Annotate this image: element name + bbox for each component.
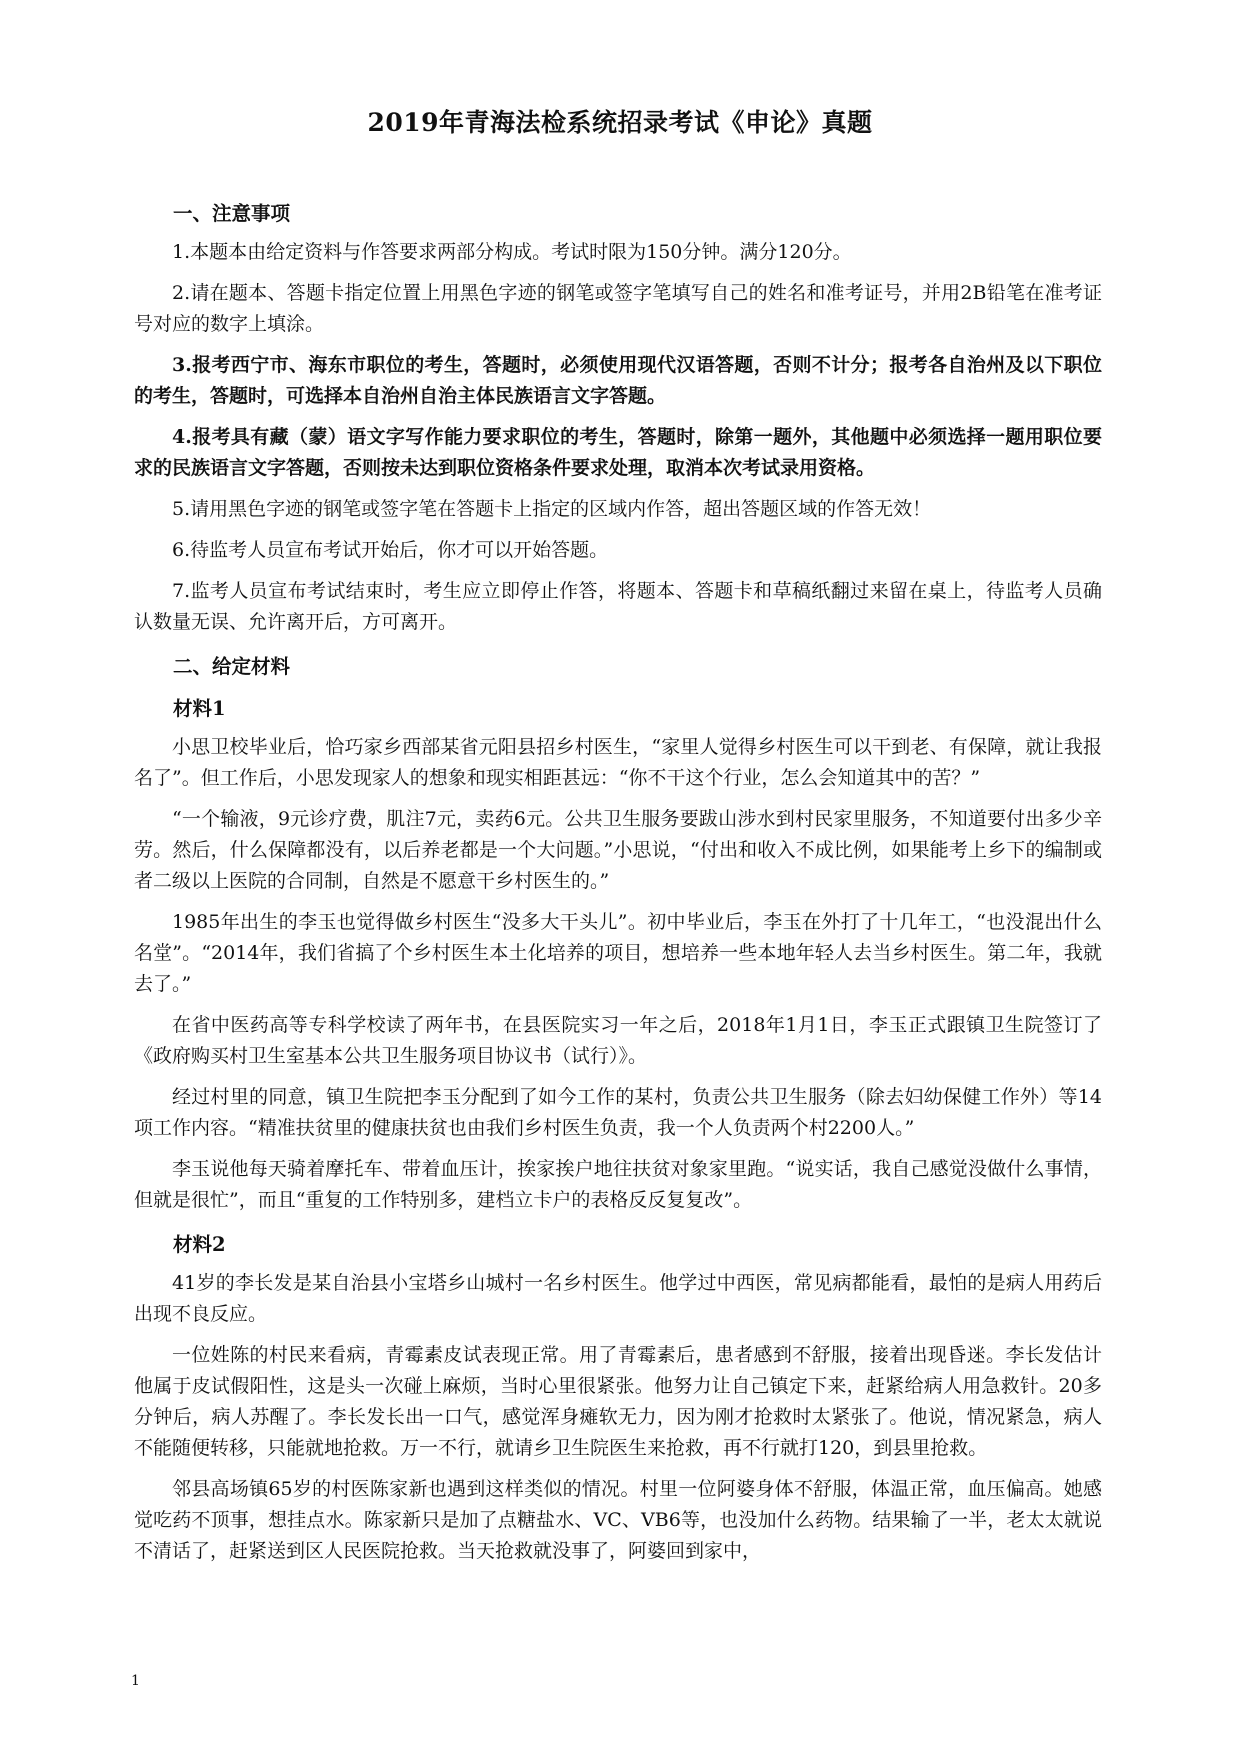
- page-title: 2019年青海法检系统招录考试《申论》真题: [367, 108, 873, 137]
- material1-paragraph: 李玉说他每天骑着摩托车、带着血压计，挨家挨户地往扶贫对象家里跑。“说实话，我自己感觉没做什么事情，但就是很忙”，而且“重复的工作特别多，建档立卡户的表格反反复复改”。: [134, 1158, 1102, 1211]
- material2-paragraph: 一位姓陈的村民来看病，青霉素皮试表现正常。用了青霉素后，患者感到不舒服，接着出现昏迷。李长发估计他属于皮试假阳性，这是头一次碰上麻烦，当时心里很紧张。他努力让自己镇定下来，赶紧给病人用急救针。20多分钟后，病人苏醒了。李长发长出一口气，感觉浑身瘫软无力，因为刚才抢救时太紧张了。他说，情况紧急，病人不能随便转移，只能就地抢救。万一不行，就请乡卫生院医生来抢救，再不行就打120，到县里抢救。: [134, 1344, 1102, 1459]
- note-item-2: 2.请在题本、答题卡指定位置上用黑色字迹的钢笔或签字笔填写自己的姓名和准考证号，并用2B铅笔在准考证号对应的数字上填涂。: [134, 282, 1102, 335]
- material2-heading: 材料2: [173, 1233, 226, 1256]
- material1-paragraph: 经过村里的同意，镇卫生院把李玉分配到了如今工作的某村，负责公共卫生服务（除去妇幼保健工作外）等14项工作内容。“精准扶贫里的健康扶贫也由我们乡村医生负责，我一个人负责两个村2200人。”: [134, 1086, 1102, 1139]
- material1-paragraph: “一个输液，9元诊疗费，肌注7元，卖药6元。公共卫生服务要跋山涉水到村民家里服务，不知道要付出多少辛劳。然后，什么保障都没有，以后养老都是一个大问题。”小思说，“付出和收入不成比例，如果能考上乡下的编制或者二级以上医院的合同制，自然是不愿意干乡村医生的。”: [134, 808, 1102, 892]
- material2-paragraph: 41岁的李长发是某自治县小宝塔乡山城村一名乡村医生。他学过中西医，常见病都能看，最怕的是病人用药后出现不良反应。: [134, 1272, 1102, 1325]
- document-body: [134, 195, 1102, 1577]
- materials-heading: 二、给定材料: [173, 655, 291, 678]
- page-number: 1: [131, 1673, 140, 1689]
- material1-paragraph: 在省中医药高等专科学校读了两年书，在县医院实习一年之后，2018年1月1日，李玉正式跟镇卫生院签订了《政府购买村卫生室基本公共卫生服务项目协议书（试行）》。: [134, 1014, 1102, 1067]
- note-item-3: 3.报考西宁市、海东市职位的考生，答题时，必须使用现代汉语答题，否则不计分；报考各自治州及以下职位的考生，答题时，可选择本自治州自治主体民族语言文字答题。: [134, 354, 1102, 407]
- note-item-7: 7.监考人员宣布考试结束时，考生应立即停止作答，将题本、答题卡和草稿纸翻过来留在桌上，待监考人员确认数量无误、允许离开后，方可离开。: [134, 580, 1102, 633]
- note-item-4: 4.报考具有藏（蒙）语文字写作能力要求职位的考生，答题时，除第一题外，其他题中必须选择一题用职位要求的民族语言文字答题，否则按未达到职位资格条件要求处理，取消本次考试录用资格。: [134, 426, 1102, 479]
- material1-heading: 材料1: [173, 697, 226, 720]
- note-item-6: 6.待监考人员宣布考试开始后，你才可以开始答题。: [172, 539, 609, 561]
- notes-heading: 一、注意事项: [173, 202, 291, 225]
- material1-paragraph: 小思卫校毕业后，恰巧家乡西部某省元阳县招乡村医生，“家里人觉得乡村医生可以干到老、有保障，就让我报名了”。但工作后，小思发现家人的想象和现实相距甚远：“你不干这个行业，怎么会知道其中的苦？”: [134, 736, 1102, 789]
- note-item-5: 5.请用黑色字迹的钢笔或签字笔在答题卡上指定的区域内作答，超出答题区域的作答无效！: [172, 498, 932, 520]
- material2-paragraph: 邻县高场镇65岁的村医陈家新也遇到这样类似的情况。村里一位阿婆身体不舒服，体温正常，血压偏高。她感觉吃药不顶事，想挂点水。陈家新只是加了点糖盐水、VC、VB6等，也没加什么药物。结果输了一半，老太太就说不清话了，赶紧送到区人民医院抢救。当天抢救就没事了，阿婆回到家中，: [134, 1478, 1102, 1562]
- note-item-1: 1.本题本由给定资料与作答要求两部分构成。考试时限为150分钟。满分120分。: [172, 241, 852, 263]
- material1-paragraph: 1985年出生的李玉也觉得做乡村医生“没多大干头儿”。初中毕业后，李玉在外打了十几年工，“也没混出什么名堂”。“2014年，我们省搞了个乡村医生本土化培养的项目，想培养一些本地年轻人去当乡村医生。第二年，我就去了。”: [134, 911, 1102, 995]
